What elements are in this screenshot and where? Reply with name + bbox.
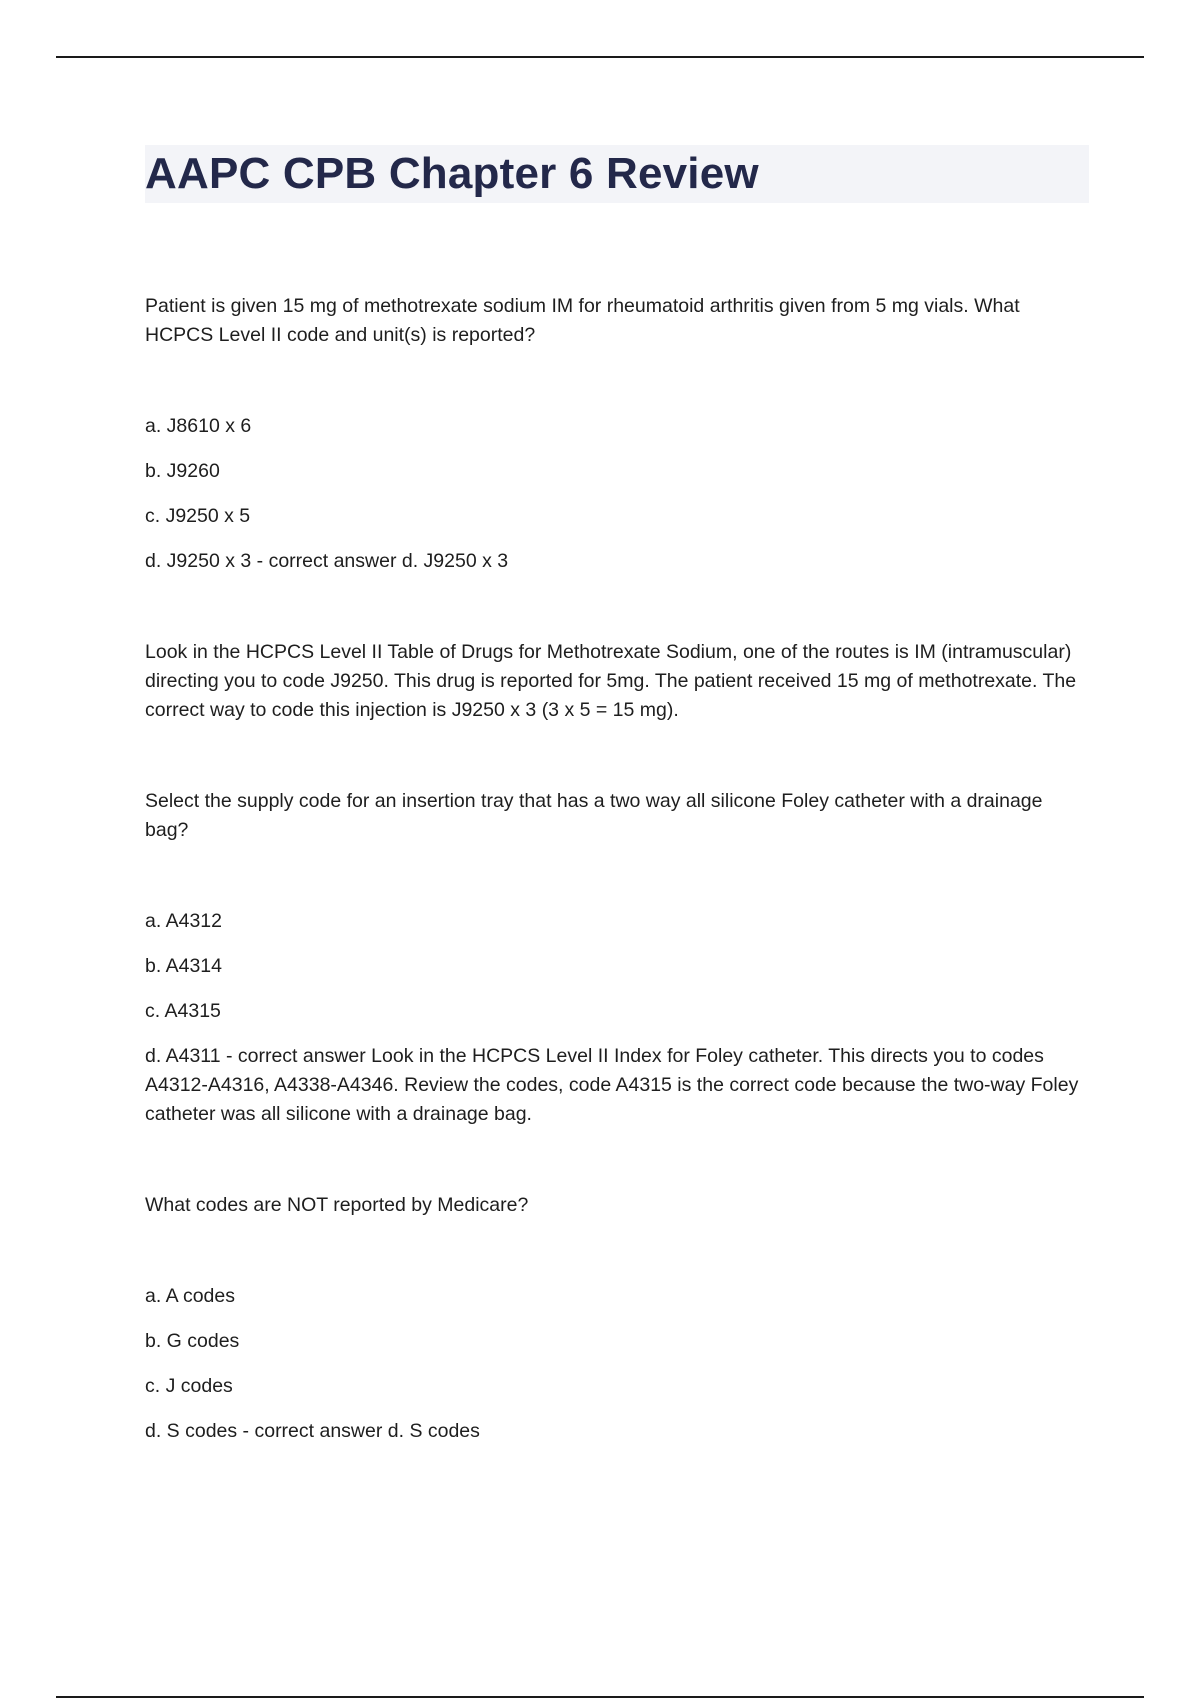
question-text: What codes are NOT reported by Medicare? [145,1194,529,1216]
answer-option: c. A4315 [145,1000,221,1022]
document-body [145,145,1089,1446]
answer-explanation: Look in the HCPCS Level II Table of Drugs for Methotrexate Sodium, one of the routes is IM (intramuscular) directing you to code J9250. This drug is reported for 5mg. The patient received 15 mg of methotrexate. The correct way to code this injection is J9250 x 3 (3 x 5 = 15 mg). [145,641,1077,721]
answer-option-correct: d. A4311 - correct answer Look in the HCPCS Level II Index for Foley catheter. This directs you to codes A4312-A4316, A4338-A4346. Review the codes, code A4315 is the correct code because the two-way Foley catheter was all silicone with a drainage bag. [145,1045,1079,1125]
answer-option: a. A4312 [145,910,222,932]
answer-option: b. J9260 [145,460,220,482]
question-block-3 [145,1191,1089,1446]
answer-option: b. G codes [145,1330,240,1352]
page-title: AAPC CPB Chapter 6 Review [145,149,759,198]
answer-option-correct: d. S codes - correct answer d. S codes [145,1420,480,1442]
title-banner [145,145,1089,203]
answer-option: a. J8610 x 6 [145,415,252,437]
question-block-1 [145,292,1089,725]
answer-option: b. A4314 [145,955,222,977]
top-rule [56,56,1144,58]
bottom-rule [56,1696,1144,1698]
answer-option: a. A codes [145,1285,235,1307]
answer-option: c. J9250 x 5 [145,505,251,527]
question-text: Select the supply code for an insertion tray that has a two way all silicone Foley catheter with a drainage bag? [145,790,1043,841]
question-text: Patient is given 15 mg of methotrexate sodium IM for rheumatoid arthritis given from 5 mg vials. What HCPCS Level II code and unit(s) is reported? [145,295,1020,346]
question-block-2 [145,787,1089,1129]
answer-option: c. J codes [145,1375,233,1397]
answer-option-correct: d. J9250 x 3 - correct answer d. J9250 x 3 [145,550,509,572]
